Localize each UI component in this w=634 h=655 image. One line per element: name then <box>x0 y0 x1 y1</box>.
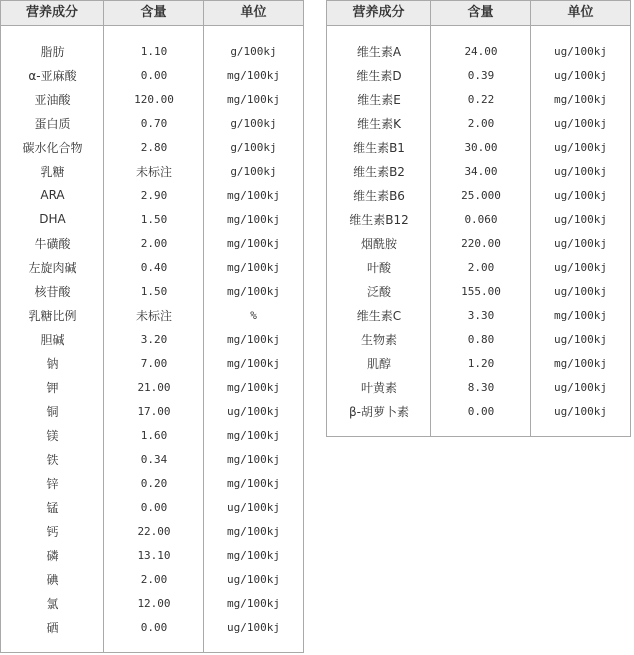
table-row <box>1 399 303 423</box>
nutrient-name-cell: 维生素C <box>356 308 402 323</box>
nutrient-name-cell: 铁 <box>46 452 59 467</box>
header-amount: 含量 <box>104 1 204 25</box>
table-header <box>327 1 630 26</box>
amount-cell: 1.10 <box>140 44 168 58</box>
nutrient-name-cell: 维生素K <box>357 116 401 131</box>
unit-cell: mg/100kj <box>227 596 280 610</box>
nutrient-name-cell: 亚油酸 <box>34 92 71 107</box>
nutrient-name-cell: 维生素B2 <box>353 164 405 179</box>
nutrient-name-cell: 碘 <box>46 572 59 587</box>
amount-cell: 2.00 <box>140 236 168 250</box>
unit-cell: mg/100kj <box>227 356 280 370</box>
unit-cell: mg/100kj <box>227 212 280 226</box>
nutrient-name-cell: 叶黄素 <box>360 380 397 395</box>
table-row <box>1 519 303 543</box>
amount-cell: 0.40 <box>140 260 168 274</box>
table-row <box>1 495 303 519</box>
nutrient-name-cell: 维生素B6 <box>353 188 405 203</box>
amount-cell: 未标注 <box>135 308 172 323</box>
unit-cell: mg/100kj <box>227 236 280 250</box>
table-row <box>1 111 303 135</box>
nutrient-name-cell: 维生素A <box>356 44 402 59</box>
unit-cell: mg/100kj <box>227 452 280 466</box>
unit-cell: g/100kj <box>230 116 277 130</box>
amount-cell: 2.00 <box>467 260 495 274</box>
table-row <box>327 231 630 255</box>
table-row <box>327 351 630 375</box>
table-row <box>327 255 630 279</box>
table-row <box>1 183 303 207</box>
nutrient-name-cell: 乳糖 <box>40 164 65 179</box>
unit-cell: mg/100kj <box>227 380 280 394</box>
amount-cell: 未标注 <box>135 164 172 179</box>
nutrient-name-cell: 氯 <box>46 596 59 611</box>
nutrient-name-cell: 蛋白质 <box>34 116 71 131</box>
table-row <box>327 159 630 183</box>
amount-cell: 22.00 <box>137 524 171 538</box>
nutrient-name-cell: ARA <box>40 188 65 202</box>
table-body <box>1 39 303 639</box>
unit-cell: ug/100kj <box>554 68 607 82</box>
unit-cell: mg/100kj <box>227 524 280 538</box>
unit-cell: ug/100kj <box>554 44 607 58</box>
header-nutrient: 营养成分 <box>327 1 431 25</box>
amount-cell: 3.30 <box>467 308 495 322</box>
unit-cell: g/100kj <box>230 44 277 58</box>
nutrient-name-cell: 维生素B1 <box>353 140 405 155</box>
header-amount: 含量 <box>431 1 531 25</box>
amount-cell: 0.39 <box>467 68 495 82</box>
amount-cell: 0.22 <box>467 92 495 106</box>
amount-cell: 1.20 <box>467 356 495 370</box>
amount-cell: 0.00 <box>140 620 168 634</box>
amount-cell: 2.00 <box>467 116 495 130</box>
unit-cell: g/100kj <box>230 164 277 178</box>
unit-cell: mg/100kj <box>554 92 607 106</box>
unit-cell: ug/100kj <box>554 380 607 394</box>
nutrient-name-cell: 磷 <box>46 548 59 563</box>
unit-cell: mg/100kj <box>227 92 280 106</box>
nutrient-name-cell: 胆碱 <box>40 332 65 347</box>
nutrient-name-cell: 核苷酸 <box>34 284 71 299</box>
table-row <box>327 279 630 303</box>
unit-cell: ug/100kj <box>554 236 607 250</box>
table-header <box>1 1 303 26</box>
unit-cell: mg/100kj <box>227 68 280 82</box>
table-row <box>1 375 303 399</box>
nutrient-name-cell: α-亚麻酸 <box>28 68 77 83</box>
unit-cell: ug/100kj <box>227 500 280 514</box>
nutrient-name-cell: 维生素D <box>356 68 402 83</box>
amount-cell: 220.00 <box>461 236 501 250</box>
nutrient-name-cell: 左旋肉碱 <box>28 260 77 275</box>
nutrient-name-cell: 牛磺酸 <box>34 236 71 251</box>
table-row <box>1 303 303 327</box>
table-row <box>327 399 630 423</box>
amount-cell: 0.20 <box>140 476 168 490</box>
unit-cell: ug/100kj <box>554 212 607 226</box>
nutrient-name-cell: 脂肪 <box>40 44 65 59</box>
unit-cell: ug/100kj <box>554 284 607 298</box>
table-row <box>1 87 303 111</box>
nutrient-name-cell: 硒 <box>46 620 59 635</box>
unit-cell: mg/100kj <box>554 308 607 322</box>
table-row <box>327 111 630 135</box>
nutrient-name-cell: β-胡萝卜素 <box>349 404 409 419</box>
table-row <box>1 567 303 591</box>
amount-cell: 7.00 <box>140 356 168 370</box>
amount-cell: 2.90 <box>140 188 168 202</box>
table-row <box>1 543 303 567</box>
unit-cell: ug/100kj <box>554 260 607 274</box>
header-unit: 单位 <box>567 5 594 20</box>
table-row <box>1 231 303 255</box>
unit-cell: ug/100kj <box>554 188 607 202</box>
unit-cell: mg/100kj <box>227 428 280 442</box>
table-body <box>327 39 630 423</box>
nutrition-table-right <box>326 0 631 437</box>
amount-cell: 30.00 <box>464 140 498 154</box>
table-row <box>1 471 303 495</box>
amount-cell: 17.00 <box>137 404 171 418</box>
amount-cell: 2.00 <box>140 572 168 586</box>
nutrient-name-cell: 乳糖比例 <box>28 308 77 323</box>
nutrient-name-cell: 锌 <box>46 476 59 491</box>
nutrition-table-left <box>0 0 304 653</box>
nutrient-name-cell: 锰 <box>46 500 59 515</box>
amount-cell: 0.060 <box>464 212 498 226</box>
table-row <box>327 63 630 87</box>
amount-cell: 24.00 <box>464 44 498 58</box>
table-row <box>1 423 303 447</box>
table-row <box>1 255 303 279</box>
amount-cell: 12.00 <box>137 596 171 610</box>
table-row <box>1 63 303 87</box>
table-row <box>327 207 630 231</box>
table-row <box>327 375 630 399</box>
nutrient-name-cell: 维生素B12 <box>349 212 409 227</box>
unit-cell: ug/100kj <box>554 116 607 130</box>
amount-cell: 13.10 <box>137 548 171 562</box>
table-row <box>327 183 630 207</box>
table-row <box>1 327 303 351</box>
header-nutrient: 营养成分 <box>1 1 104 25</box>
amount-cell: 155.00 <box>461 284 501 298</box>
unit-cell: ug/100kj <box>227 404 280 418</box>
amount-cell: 0.00 <box>467 404 495 418</box>
nutrient-name-cell: 钙 <box>46 524 59 539</box>
nutrient-name-cell: 碳水化合物 <box>22 140 83 155</box>
amount-cell: 2.80 <box>140 140 168 154</box>
nutrient-name-cell: 生物素 <box>360 332 397 347</box>
amount-cell: 0.00 <box>140 68 168 82</box>
unit-cell: ug/100kj <box>554 140 607 154</box>
unit-cell: mg/100kj <box>227 476 280 490</box>
nutrient-name-cell: 钾 <box>46 380 59 395</box>
unit-cell: mg/100kj <box>554 356 607 370</box>
table-row <box>1 159 303 183</box>
unit-cell: mg/100kj <box>227 548 280 562</box>
table-row <box>327 39 630 63</box>
table-row <box>1 207 303 231</box>
nutrient-name-cell: 维生素E <box>357 92 401 107</box>
unit-cell: mg/100kj <box>227 188 280 202</box>
unit-cell: mg/100kj <box>227 260 280 274</box>
nutrient-name-cell: 泛酸 <box>366 284 391 299</box>
amount-cell: 0.70 <box>140 116 168 130</box>
table-row <box>327 303 630 327</box>
nutrient-name-cell: 肌醇 <box>366 356 391 371</box>
amount-cell: 0.80 <box>467 332 495 346</box>
nutrient-name-cell: 叶酸 <box>366 260 391 275</box>
table-row <box>327 327 630 351</box>
table-row <box>1 591 303 615</box>
table-row <box>327 135 630 159</box>
unit-cell: % <box>250 308 257 322</box>
amount-cell: 25.000 <box>461 188 501 202</box>
amount-cell: 3.20 <box>140 332 168 346</box>
amount-cell: 8.30 <box>467 380 495 394</box>
table-row <box>1 135 303 159</box>
amount-cell: 120.00 <box>134 92 174 106</box>
table-row <box>1 351 303 375</box>
unit-cell: mg/100kj <box>227 332 280 346</box>
amount-cell: 1.50 <box>140 212 168 226</box>
amount-cell: 1.50 <box>140 284 168 298</box>
table-row <box>1 447 303 471</box>
nutrient-name-cell: DHA <box>39 212 66 226</box>
table-row <box>327 87 630 111</box>
nutrient-name-cell: 铜 <box>46 404 59 419</box>
amount-cell: 21.00 <box>137 380 171 394</box>
unit-cell: ug/100kj <box>227 620 280 634</box>
unit-cell: ug/100kj <box>227 572 280 586</box>
amount-cell: 0.00 <box>140 500 168 514</box>
table-row <box>1 279 303 303</box>
nutrient-name-cell: 镁 <box>46 428 59 443</box>
unit-cell: ug/100kj <box>554 332 607 346</box>
table-row <box>1 39 303 63</box>
nutrient-name-cell: 烟酰胺 <box>360 236 397 251</box>
amount-cell: 1.60 <box>140 428 168 442</box>
amount-cell: 34.00 <box>464 164 498 178</box>
unit-cell: ug/100kj <box>554 164 607 178</box>
header-unit: 单位 <box>240 5 267 20</box>
unit-cell: mg/100kj <box>227 284 280 298</box>
unit-cell: g/100kj <box>230 140 277 154</box>
nutrient-name-cell: 钠 <box>46 356 59 371</box>
amount-cell: 0.34 <box>140 452 168 466</box>
unit-cell: ug/100kj <box>554 404 607 418</box>
table-row <box>1 615 303 639</box>
